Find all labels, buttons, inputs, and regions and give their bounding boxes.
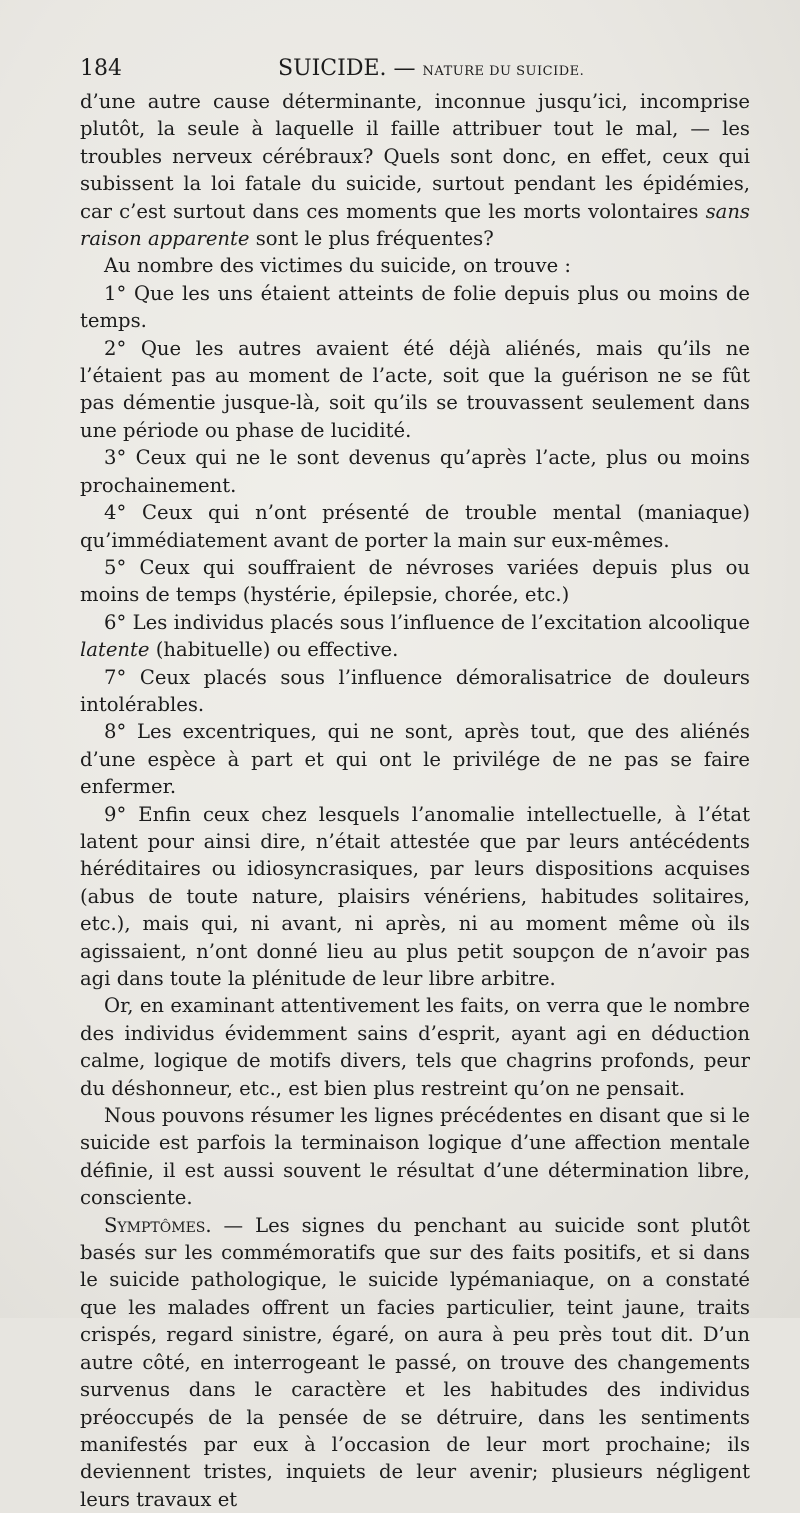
paragraph-1-emphasis: sans raison apparente bbox=[80, 199, 750, 251]
list-item-2: 2° Que les autres avaient été déjà aliénés, mais qu’ils ne l’étaient pas au moment de l’acte, soit que la guérison ne se fût pas démentie jusque-là, soit qu’ils se trouvassent seulement dans une période ou phase de lucidité. bbox=[80, 336, 750, 442]
paragraph-1 bbox=[80, 88, 750, 252]
list-item-6-emphasis: latente bbox=[80, 638, 150, 662]
paragraph-symptoms bbox=[80, 1212, 750, 1513]
running-title-dash: — bbox=[386, 56, 423, 81]
page-number: 184 bbox=[80, 56, 122, 81]
symptoms-text: — Les signes du penchant au suicide sont plutôt basés sur les commémoratifs que sur des faits positifs, et si dans le suicide pathologique, le suicide lypémaniaque, on a constaté que les malades offrent un facies particulier, teint jaune, traits crispés, regard sinistre, égaré, on aura à peu près tout dit. D’un autre côté, en interrogeant le passé, on trouve des changements survenus dans le caractère et les habitudes des individus préoccupés de la pensée de se détruire, dans les sentiments manifestés par eux à l’occasion de leur mort prochaine; ils deviennent tristes, inquiets de leur avenir; plusieurs négligent leurs travaux et bbox=[80, 1213, 750, 1511]
running-title bbox=[278, 56, 584, 81]
page-header bbox=[80, 56, 748, 90]
paragraph-summary: Nous pouvons résumer les lignes précédentes en disant que si le suicide est parfois la terminaison logique d’une affection mentale définie, il est aussi souvent le résultat d’une détermination libre, consciente. bbox=[80, 1104, 750, 1210]
list-item-6-end: (habituelle) ou effective. bbox=[155, 638, 399, 662]
paragraph-1-end: sont le plus fréquentes? bbox=[255, 227, 494, 251]
list-item-1: 1° Que les uns étaient atteints de folie depuis plus ou moins de temps. bbox=[80, 281, 750, 333]
running-title-main: SUICIDE. bbox=[278, 56, 387, 81]
page-body bbox=[80, 88, 750, 1513]
symptoms-heading: Symptômes. bbox=[104, 1213, 212, 1237]
paragraph-2: Au nombre des victimes du suicide, on trouve : bbox=[104, 254, 572, 278]
list-item-6-text: 6° Les individus placés sous l’influence de l’excitation alcoolique bbox=[104, 610, 750, 634]
list-item-9: 9° Enfin ceux chez lesquels l’anomalie intellectuelle, à l’état latent pour ainsi dire, n’était attestée que par leurs antécédents héréditaires ou idiosyncrasiques, par leurs dispositions acquises (abus de toute nature, plaisirs vénériens, habitudes solitaires, etc.), mais qui, ni avant, ni après, ni au moment même où ils agissaient, n’ont donné lieu au plus petit soupçon de n’avoir pas agi dans toute la plénitude de leur libre arbitre. bbox=[80, 802, 750, 990]
paragraph-1-text: d’une autre cause déterminante, inconnue jusqu’ici, incomprise plutôt, la seule à laquelle il faille attribuer tout le mal, — les troubles nerveux cérébraux? Quels sont donc, en effet, ceux qui subissent la loi fatale du suicide, surtout pendant les épidémies, car c’est surtout dans ces moments que les morts volontaires bbox=[80, 90, 750, 223]
list-item-5: 5° Ceux qui souffraient de névroses variées depuis plus ou moins de temps (hystérie, épilepsie, chorée, etc.) bbox=[80, 555, 750, 607]
list-item-4: 4° Ceux qui n’ont présenté de trouble mental (maniaque) qu’immédiatement avant de porter la main sur eux-mêmes. bbox=[80, 501, 750, 552]
paragraph-or: Or, en examinant attentivement les faits, on verra que le nombre des individus évidemment sains d’esprit, ayant agi en déduction calme, logique de motifs divers, tels que chagrins profonds, peur du déshonneur, etc., est bien plus restreint qu’on ne pensait. bbox=[80, 994, 750, 1100]
list-item-6 bbox=[80, 609, 750, 664]
list-item-8: 8° Les excentriques, qui ne sont, après tout, que des aliénés d’une espèce à part et qui ont le privilége de ne pas se faire enfermer. bbox=[80, 720, 750, 799]
list-item-7: 7° Ceux placés sous l’influence démoralisatrice de douleurs intolérables. bbox=[80, 665, 750, 716]
running-title-sub: NATURE DU SUICIDE. bbox=[422, 64, 585, 79]
list-item-3: 3° Ceux qui ne le sont devenus qu’après l’acte, plus ou moins prochainement. bbox=[80, 446, 750, 497]
